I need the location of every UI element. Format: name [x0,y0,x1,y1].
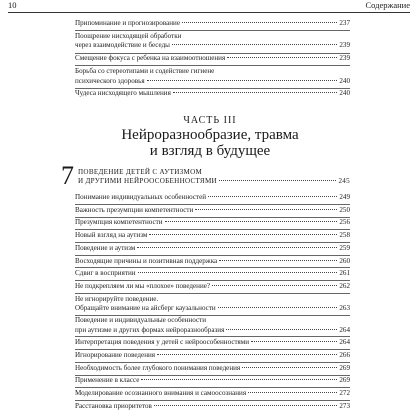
toc-entry-text: через взаимодействие и беседы [75,41,170,50]
toc-entry-line [75,364,350,374]
dot-leader [208,196,337,197]
toc-page-number: 260 [339,256,350,265]
toc-entry[interactable] [75,244,350,254]
toc-entry[interactable] [75,351,350,361]
toc-entry-line [75,89,350,99]
toc-entry-text: Восходящие причины и позитивная поддержка [75,256,218,265]
toc-entry-text: Не подкрепляем ли мы «плохое» поведение? [75,281,211,290]
toc-entry[interactable] [75,89,350,99]
header-rule [8,12,410,13]
toc-page-number: 258 [339,231,350,240]
part-label: ЧАСТЬ III [183,115,237,126]
toc-entry-line [75,389,350,399]
part-title [0,127,420,159]
toc-page-number: 264 [339,338,350,347]
toc-entry-line [75,32,350,42]
toc-entry-line [75,67,350,77]
toc-entry[interactable] [75,206,350,216]
chapter-page-number: 245 [338,176,350,185]
toc-entry-text: Обращайте внимание на айсберг каузальности [75,304,216,313]
toc-entry-text: Важность презумпции компетентности [75,205,194,214]
page-number: 10 [8,0,17,10]
part-title-line: Нейроразнообразие, травма [121,127,299,143]
toc-entry[interactable] [75,269,350,279]
chapter-title [78,168,350,185]
dot-leader [248,392,337,393]
toc-entry-line [75,402,350,412]
toc-entry-line [75,351,350,361]
toc-entry-line [75,326,350,336]
toc-page-number: 239 [339,41,350,50]
toc-entry-text: Борьба со стереотипами и содействие гигиене [75,67,215,75]
toc-page-number: 259 [339,243,350,252]
toc-entry[interactable] [75,32,350,51]
toc-entry-line [75,257,350,267]
toc-entry-line [75,231,350,241]
toc-entry-text: Понимание индивидуальных особенностей [75,193,207,201]
toc-entry[interactable] [75,402,350,412]
toc-page-number: 239 [339,54,350,63]
chapter-title-text: ПОВЕДЕНИЕ ДЕТЕЙ С АУТИЗМОМ [78,168,203,176]
toc-entry[interactable] [75,282,350,292]
chapter-number: 7 [61,161,74,190]
toc-entry-text: Припоминание и прогнозирование [75,19,180,27]
dot-leader [157,354,337,355]
toc-entry-text: Поведение и аутизм [75,243,136,252]
toc-entry[interactable] [75,257,350,267]
toc-entry-line [75,338,350,348]
dot-leader [219,180,336,181]
toc-entry-line [75,206,350,216]
toc-page-number: 256 [339,218,350,227]
toc-entry-line [75,218,350,228]
toc-entry-line [75,193,350,203]
toc-entry-text: Сдвиг в восприятии [75,269,136,278]
toc-page-number: 266 [339,350,350,359]
dot-leader [212,285,337,286]
toc-page-number: 237 [339,19,350,27]
toc-page-number: 273 [339,401,350,410]
toc-page-number: 272 [339,389,350,397]
dot-leader [218,307,338,308]
dot-leader [195,209,337,210]
toc-entry-line [75,295,350,305]
toc-entry-text: Применение в классе [75,376,140,385]
toc-entry[interactable] [75,295,350,314]
toc-page-number: 249 [339,193,350,201]
toc-entry-text: при аутизме и других формах нейроразнообразия [75,325,225,334]
toc-entry[interactable] [75,231,350,241]
toc-entry[interactable] [75,193,350,203]
toc-entry-line [75,41,350,51]
dot-leader [173,92,337,93]
chapter-title-text: И ДРУГИМИ НЕЙРООСОБЕННОСТЯМИ [78,176,217,185]
dot-leader [149,234,337,235]
toc-entry[interactable] [75,316,350,335]
toc-page-number: 269 [339,363,350,372]
dot-leader [154,405,337,406]
toc-entry[interactable] [75,364,350,374]
toc-entry-line [75,282,350,292]
toc-entry-text: Необходимость более глубокого понимания поведения [75,363,241,372]
chapter-title-line [78,168,350,177]
dot-leader [227,57,337,58]
toc-entry-text: Поведение и индивидуальные особенности [75,316,206,325]
toc-page-number: 240 [339,89,350,98]
toc-entry-text: Не игнорируйте поведение. [75,294,159,303]
toc-entry-text: Моделирование осознанного внимания и самоосознания [75,389,247,397]
toc-entry[interactable] [75,67,350,86]
dot-leader [137,247,337,248]
toc-entry-line [75,19,350,29]
dot-leader [138,272,338,273]
toc-entry-text: Чудеса нисходящего мышления [75,89,171,98]
toc-entry-text: психического здоровья [75,76,145,85]
dot-leader [226,329,337,330]
toc-entry[interactable] [75,338,350,348]
toc-entry-text: Поощрение нисходящей обработки [75,31,182,40]
dot-leader [219,260,337,261]
toc-page-number: 240 [339,76,350,85]
toc-entry-text: Презумпция компетентности [75,218,163,227]
toc-page-number: 261 [339,269,350,278]
toc-entry[interactable] [75,389,350,399]
toc-entry-text: Новый взгляд на аутизм [75,231,148,240]
dot-leader [182,22,337,23]
chapter-title-line [78,177,350,186]
toc-entry-line [75,77,350,87]
toc-entry-line [75,304,350,314]
part-title-line: и взгляд в будущее [149,143,271,159]
toc-entry-text: Смещение фокуса с ребенка на взаимоотношения [75,54,226,63]
toc-page-number: 264 [339,325,350,334]
toc-entry-text: Расстановка приоритетов [75,401,152,410]
toc-entry-line [75,376,350,386]
toc-entry-text: Интерпретация поведения у детей с нейроособенностями [75,338,250,347]
toc-page-number: 263 [339,304,350,313]
dot-leader [242,367,337,368]
toc-entry[interactable] [75,376,350,386]
toc-entry-text: Игнорирование поведения [75,350,156,359]
toc-entry-line [75,244,350,254]
toc-entry[interactable] [75,19,350,29]
toc-entry-line [75,269,350,279]
dot-leader [141,379,337,380]
toc-page-number: 250 [339,205,350,214]
toc-entry-line [75,54,350,64]
dot-leader [147,80,338,81]
running-header [8,0,410,12]
dot-leader [165,221,338,222]
toc-entry-line [75,316,350,326]
dot-leader [172,44,337,45]
toc-entry[interactable] [75,218,350,228]
section-title: Содержание [365,0,410,10]
toc-entry[interactable] [75,54,350,64]
dot-leader [251,341,337,342]
toc-page-number: 262 [339,281,350,290]
toc-page-number: 269 [339,376,350,385]
